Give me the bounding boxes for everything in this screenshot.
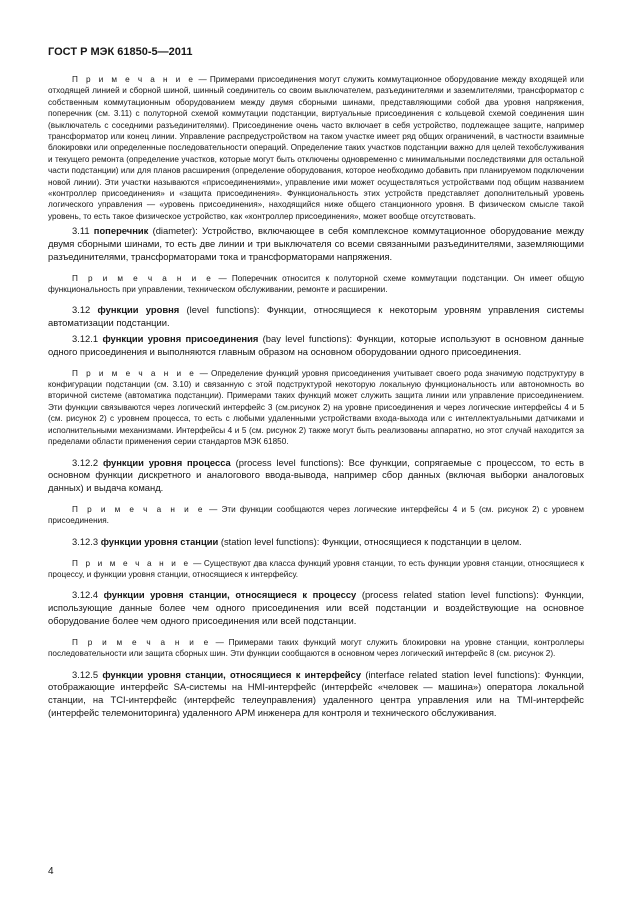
clause-number: 3.12.2	[72, 456, 99, 468]
definition-text: (bay level functions): Функции, которые используют в основном данные одного присоединения и выполняются главным образом на основном оборудовании одного присоединения.	[48, 333, 584, 357]
definition-3-12-5	[48, 669, 584, 720]
term: функции уровня станции, относящиеся к интерфейсу	[102, 668, 362, 680]
note-label: П р и м е ч а н и е	[72, 504, 205, 514]
note-label: П р и м е ч а н и е	[72, 558, 191, 568]
definition-3-12-4	[48, 589, 584, 627]
definition-3-12-2	[48, 457, 584, 495]
note-process-related	[48, 637, 584, 660]
term: функции уровня присоединения	[102, 333, 259, 345]
clause-number: 3.12.4	[72, 589, 99, 601]
definition-3-12	[48, 304, 584, 330]
note-station-level	[48, 558, 584, 581]
page-body	[48, 74, 584, 720]
definition-text: (station level functions): Функции, относящиеся к подстанции в целом.	[218, 535, 522, 547]
term: функции уровня	[97, 304, 180, 316]
document-header: ГОСТ Р МЭК 61850-5—2011	[48, 46, 193, 58]
note-dash: —	[210, 637, 229, 647]
term: функции уровня процесса	[102, 456, 231, 468]
note-dash: —	[204, 504, 222, 514]
note-label: П р и м е ч а н и е	[72, 273, 214, 283]
note-label: П р и м е ч а н и е	[72, 637, 211, 647]
note-text: Эти функции сообщаются через логические интерфейсы 4 и 5 (см. рисунок 2) с уровнем присоединения.	[48, 504, 584, 526]
definition-text: (process level functions): Все функции, сопрягаемые с процессом, то есть в основном функции дискретного и аналогового ввода-вывода, например сбор данных (включая выборки аналоговых данных) и выдача команд.	[48, 456, 584, 494]
clause-number: 3.12	[72, 304, 91, 316]
note-diameter	[48, 273, 584, 296]
note-bay-examples	[48, 74, 584, 222]
definition-text: (process related station level functions): Функции, использующие данные более чем одного присоединения или всей подстанции и воздействующие на основное оборудование более чем одного присоединения или всей подстанции.	[48, 589, 585, 626]
note-bay-level	[48, 368, 584, 448]
clause-number: 3.12.5	[72, 668, 99, 680]
note-text: Примерами таких функций могут служить блокировки на уровне станции, контроллеры последовательности или защита сборных шин. Эти функции сообщаются в основном через логический интерфейс 8 (см. рисунок 2).	[48, 637, 584, 659]
page-number: 4	[48, 866, 54, 877]
note-text: Примерами присоединения могут служить коммутационное оборудование между входящей или отходящей линией и сборной шиной, шинный соединитель со своим выключателем, разъединителями и заземлителями, трансформатор с собственным коммутационным оборудованием между двумя сборными шинами, представляющими собой два уровня напряжения, поперечник (см. 3.11) с полуторной схемой коммутации подстанции, виртуальные присоединения с кольцевой схемой соединения шин (выключатель с соседними разъединителями). Присоединение очень часто включает в себя устройство, подлежащее защите, например трансформатор или конец линии. Управление распредустройством на таком участке имеет ряд общих ограничений, в частности взаимные блокировки или определенные последовательности операций. Определение таких участков подстанции важно для целей техобслуживания и текущего ремонта (определение участков, которые могут быть отключены одновременно с минимальными последствиями для остальной части подстанции) или для планов расширения (определение оборудования, которое необходимо добавить при планируемом подключении новой линии). Эти участки называются «присоединениями», управление ими может осуществляться устройствами под общим названием «контроллер присоединения» и «защита присоединения». Функциональность этих устройств представляет дополнительный уровень логического управления — «уровень присоединения», находящийся ниже общего станционного уровня. В физическом смысле такой уровень, то есть такое физическое устройство, как «контроллер присоединения», может вообще отсутствовать.	[48, 75, 584, 221]
note-text: Определение функций уровня присоединения учитывает своего рода значимую подструктуру в конфигурации подстанции (см. 3.10) и связанную с этой подструктурой некоторую локальную функциональность или автономность во вторичной системе (автоматика подстанции). Примерами таких функций может служить защита линии или управление присоединением. Эти функции связываются через логический интерфейс 3 (см.рисунок 2) на уровне присоединения и через логические интерфейсы 4 и 5 (см. рисунок 2) с уровнем процесса, то есть с любыми удаленными устройствами входа-выхода или с интеллектуальными датчиками и исполнительными механизмами. Интерфейсы 4 и 5 (см. рисунок 2) также могут быть реализованы аппаратно, но этот случай находится за пределами области применения серии стандартов МЭК 61850.	[48, 368, 584, 447]
note-dash: —	[195, 75, 210, 84]
note-label: П р и м е ч а н и е	[72, 75, 196, 84]
definition-text: (level functions): Функции, относящиеся к некоторым уровням управления системы автоматизации подстанции.	[48, 304, 584, 329]
term: функции уровня станции, относящиеся к процессу	[103, 589, 357, 601]
definition-3-11	[48, 225, 584, 263]
definition-text: (diameter): Устройство, включающее в себя комплексное коммутационное оборудование между двумя сборными шинами, то есть две линии и три выключателя со всеми связанными разъединителями, заземляющими разъединителями, трансформаторами тока и трансформаторами напряжения.	[48, 225, 584, 262]
note-dash: —	[190, 558, 204, 568]
definition-3-12-3	[48, 536, 584, 549]
term: функции уровня станции	[100, 535, 219, 547]
note-label: П р и м е ч а н и е	[72, 368, 197, 378]
definition-text: (interface related station level functions): Функции, отображающие интерфейс SA-системы на HMI-интерфейс (интерфейс «человек — машина») оператора локальной станции, на TCI-интерфейс (интерфейс телеуправления) удаленного центра управления или на TMI-интерфейс (интерфейс телемониторинга) удаленного АРМ инженера для контроля и технического обслуживания.	[48, 668, 584, 718]
term: поперечник	[93, 225, 149, 237]
note-text: Поперечник относится к полуторной схеме коммутации подстанции. Он имеет общую функциональность при управлении, техническом обслуживании, ремонте и расширении.	[48, 273, 584, 295]
note-text: Существуют два класса функций уровня станции, то есть функции уровня станции, относящиеся к процессу, и функции уровня станции, относящиеся к интерфейсу.	[48, 558, 584, 579]
note-dash: —	[213, 273, 232, 283]
clause-number: 3.12.3	[72, 535, 99, 547]
clause-number: 3.12.1	[72, 333, 99, 345]
note-process-level	[48, 504, 584, 527]
definition-3-12-1	[48, 333, 584, 359]
clause-number: 3.11	[72, 225, 90, 237]
note-dash: —	[196, 368, 211, 378]
